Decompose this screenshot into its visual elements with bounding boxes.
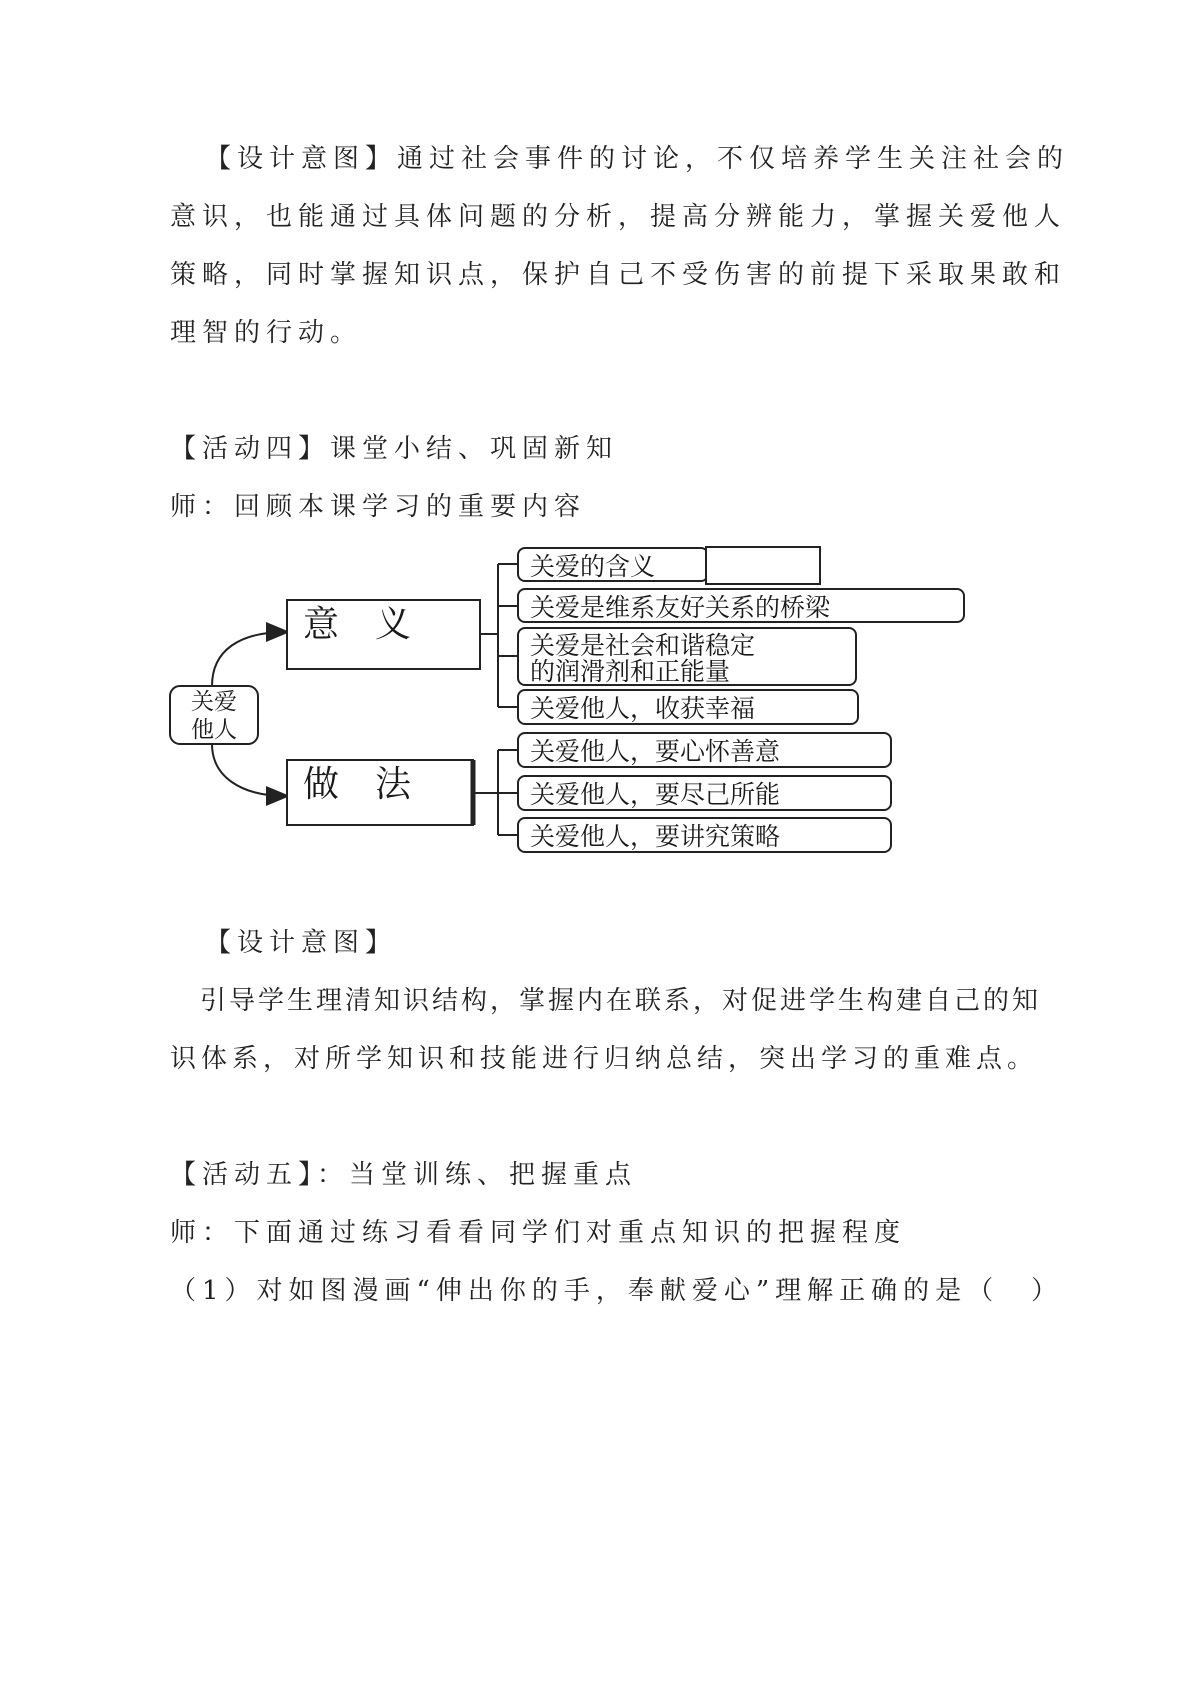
method-item-2-text: 关爱他人，要尽己所能 xyxy=(530,780,781,809)
meaning-label: 意 义 xyxy=(303,604,412,645)
intent2-line-1: 引导学生理清知识结构，掌握内在联系，对促进学生构建自己的知 xyxy=(200,986,1042,1016)
intent2-heading: 【设计意图】 xyxy=(205,928,398,958)
arrow-to-meaning xyxy=(212,632,286,686)
method-item-3-text: 关爱他人，要讲究策略 xyxy=(530,822,781,851)
activity5-teacher-line: 师：下面通过练习看看同学们对重点知识的把握程度 xyxy=(170,1218,907,1248)
meaning-item-3-text-line-1: 关爱是社会和谐稳定 xyxy=(530,631,756,660)
intent1-line-1: 【设计意图】通过社会事件的讨论，不仅培养学生关注社会的 xyxy=(205,144,1070,174)
meaning-item-4-text: 关爱他人，收获幸福 xyxy=(530,694,756,723)
activity4-heading: 【活动四】课堂小结、巩固新知 xyxy=(170,434,619,464)
meaning-item-2-text: 关爱是维系友好关系的桥梁 xyxy=(530,593,831,622)
root-label-line-2: 他人 xyxy=(191,717,237,743)
method-item-1-text: 关爱他人，要心怀善意 xyxy=(530,737,781,766)
arrow-to-method xyxy=(212,744,286,796)
intent1-line-2: 意识，也能通过具体问题的分析，提高分辨能力，掌握关爱他人 xyxy=(170,202,1067,232)
intent1-line-3: 策略，同时掌握知识点，保护自己不受伤害的前提下采取果敢和 xyxy=(170,260,1067,290)
intent1-line-4: 理智的行动。 xyxy=(170,318,363,348)
meaning-item-1-text: 关爱的含义 xyxy=(530,552,656,581)
root-label-line-1: 关爱 xyxy=(191,689,237,715)
intent2-line-2: 识体系，对所学知识和技能进行归纳总结，突出学习的重难点。 xyxy=(170,1044,1039,1074)
blank-answer-box xyxy=(706,547,820,584)
meaning-item-3-text-line-2: 的润滑剂和正能量 xyxy=(530,657,731,686)
activity4-teacher-line: 师：回顾本课学习的重要内容 xyxy=(170,492,587,522)
question-1: （1）对如图漫画“伸出你的手，奉献爱心”理解正确的是（ ） xyxy=(170,1276,1064,1306)
method-label: 做 法 xyxy=(303,764,412,805)
activity5-heading: 【活动五】：当堂训练、把握重点 xyxy=(170,1160,638,1190)
